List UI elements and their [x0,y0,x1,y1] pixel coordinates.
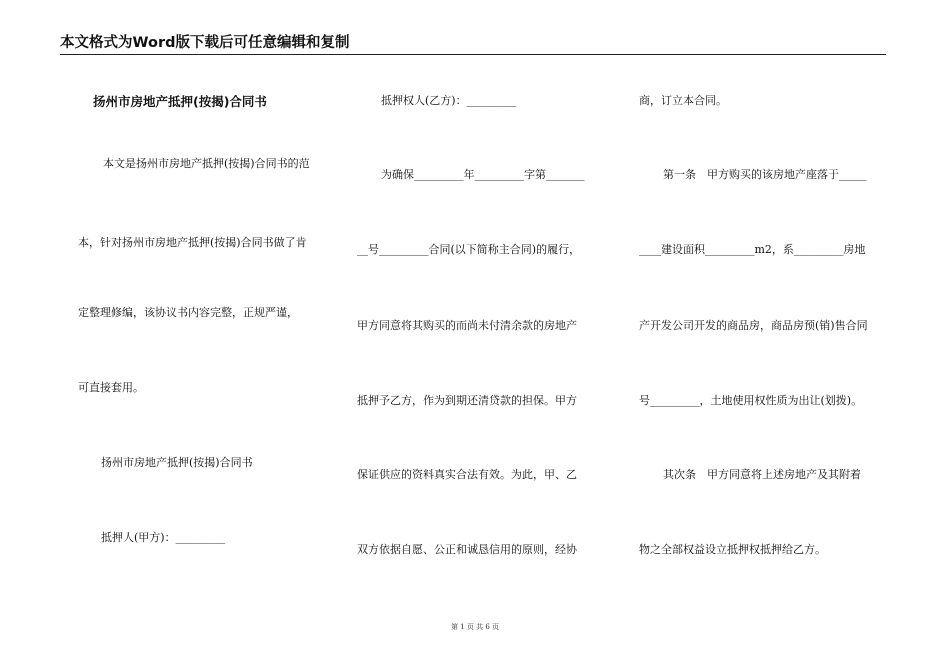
text-line: 可直接套用。 [78,381,144,394]
text-line: ____建设面积_________m2，系_________房地 [639,243,866,256]
text-line: 抵押予乙方，作为到期还清贷款的担保。甲方 [357,394,577,407]
text-line: 其次条 甲方同意将上述房地产及其附着 [663,468,861,481]
document-title: 扬州市房地产抵押(按揭)合同书 [93,94,267,109]
text-line: 本，针对扬州市房地产抵押(按揭)合同书做了肯 [78,236,307,249]
text-line: __号_________合同(以下简称主合同)的履行， [357,243,581,256]
text-line: 甲方同意将其购买的而尚未付清余款的房地产 [357,319,577,332]
text-line: 双方依据自愿、公正和诚恳信用的原则，经协 [357,543,577,556]
text-line: 本文是扬州市房地产抵押(按揭)合同书的范 [103,157,310,170]
text-line: 物之全部权益设立抵押权抵押给乙方。 [639,543,826,556]
text-line: 抵押人(甲方)：_________ [101,531,226,544]
text-line: 抵押权人(乙方)：_________ [381,94,517,107]
page-indicator: 第 1 页 共 6 页 [450,623,500,631]
header-title: 本文格式为Word版下载后可任意编辑和复制 [60,35,350,51]
text-line: 第一条 甲方购买的该房地产座落于_____ [663,168,867,181]
text-line: 商，订立本合同。 [639,94,727,107]
text-line: 扬州市房地产抵押(按揭)合同书 [101,456,253,469]
text-line: 号_________，土地使用权性质为出让(划拨)。 [639,394,863,407]
text-line: 定整理修编，该协议书内容完整，正规严谨， [78,306,298,319]
text-line: 保证供应的资料真实合法有效。为此，甲、乙 [357,468,577,481]
text-line: 为确保_________年_________字第_______ [381,168,585,181]
text-line: 产开发公司开发的商品房，商品房预(销)售合同 [639,319,868,332]
page-header [60,34,886,55]
